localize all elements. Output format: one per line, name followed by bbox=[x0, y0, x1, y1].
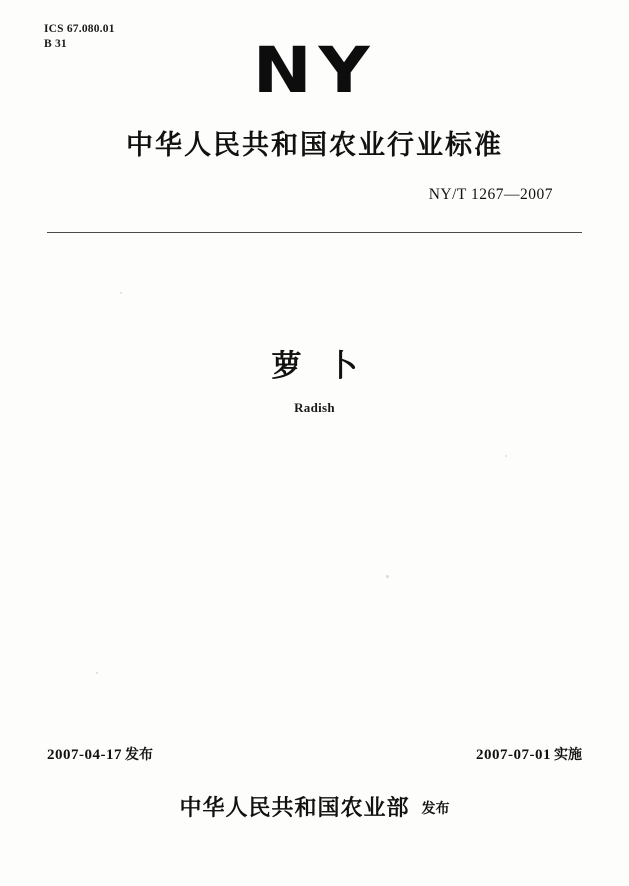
classification-code: B 31 bbox=[44, 38, 67, 50]
issue-date-group bbox=[47, 744, 153, 764]
subject-char-left: 萝 bbox=[271, 349, 302, 384]
date-row bbox=[47, 744, 582, 764]
issuing-body bbox=[0, 791, 629, 822]
subject-title-cn bbox=[0, 341, 629, 385]
scan-speck bbox=[120, 292, 122, 294]
page-title: 中华人民共和国农业行业标准 bbox=[126, 130, 503, 161]
subject-char-right: 卜 bbox=[327, 349, 358, 384]
issue-date: 2007-04-17 bbox=[47, 747, 122, 763]
standard-number: NY/T 1267—2007 bbox=[428, 186, 553, 203]
ny-logo: NY bbox=[252, 34, 377, 107]
header-divider bbox=[47, 232, 582, 233]
subject-title-en: Radish bbox=[294, 400, 335, 415]
effective-date-group bbox=[476, 744, 582, 764]
issue-date-label: 发布 bbox=[125, 747, 153, 763]
effective-date-label: 实施 bbox=[554, 747, 582, 763]
scan-speck bbox=[505, 455, 507, 457]
effective-date: 2007-07-01 bbox=[476, 747, 551, 763]
issuing-organization: 中华人民共和国农业部 bbox=[179, 796, 410, 821]
ics-code: ICS 67.080.01 bbox=[44, 23, 115, 35]
scan-speck bbox=[96, 672, 98, 674]
issuing-action: 发布 bbox=[421, 801, 450, 817]
scan-speck bbox=[386, 575, 389, 578]
